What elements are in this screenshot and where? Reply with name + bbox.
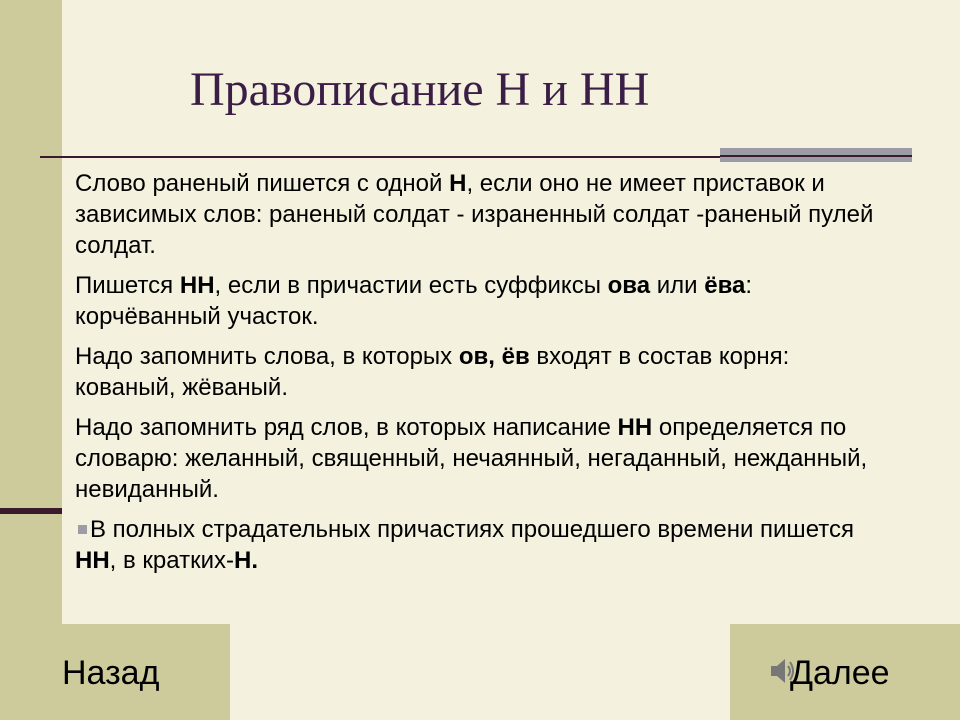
back-button-label: Назад — [62, 654, 160, 692]
rule-paragraph — [75, 168, 875, 261]
left-bar-marker — [0, 508, 62, 514]
next-button-label: Далее — [790, 654, 890, 692]
body-text: , если оно не имеет приставок и зависимых слов: раненый солдат - израненный солдат -раненый пулей солдат. — [75, 170, 874, 259]
body-text: Надо запомнить слова, в которых — [75, 343, 459, 370]
emphasis-text: НН — [617, 414, 653, 441]
rule-paragraph — [75, 270, 875, 332]
emphasis-text: ова — [607, 272, 651, 299]
rule-paragraph — [75, 341, 875, 403]
body-text: Слово раненый пишется с одной — [75, 170, 450, 197]
body-text: или — [650, 272, 705, 299]
left-decorative-bar — [0, 0, 62, 720]
emphasis-text: Н — [449, 170, 467, 197]
emphasis-text: НН — [179, 272, 215, 299]
body-text: определяется по словарю: желанный, священный, нечаянный, негаданный, нежданный, невиданный. — [75, 414, 868, 503]
body-text: В полных страдательных причастиях прошедшего времени пишется — [90, 516, 854, 543]
emphasis-text: ов, ёв — [458, 343, 530, 370]
emphasis-text: Н. — [233, 547, 258, 574]
slide-title: Правописание Н и НН — [190, 63, 650, 116]
body-text: : корчёванный участок. — [75, 272, 753, 330]
emphasis-text: НН — [75, 547, 110, 574]
body-text: Пишется — [75, 272, 180, 299]
emphasis-text: ёва — [704, 272, 746, 299]
body-text: , в кратких- — [109, 547, 234, 574]
bullet-paragraph — [75, 514, 875, 576]
title-underline-accent — [720, 148, 912, 162]
body-text: входят в состав корня: кованый, жёваный. — [75, 343, 790, 401]
body-text: , если в причастии есть суффиксы — [214, 272, 608, 299]
bullet-square-icon — [78, 525, 87, 534]
back-button[interactable] — [0, 624, 230, 720]
rule-paragraph — [75, 412, 875, 505]
next-button[interactable] — [730, 624, 960, 720]
slide-body — [75, 168, 875, 585]
bullet-paragraph-text — [75, 516, 854, 574]
body-text: Надо запомнить ряд слов, в которых написание — [75, 414, 618, 441]
